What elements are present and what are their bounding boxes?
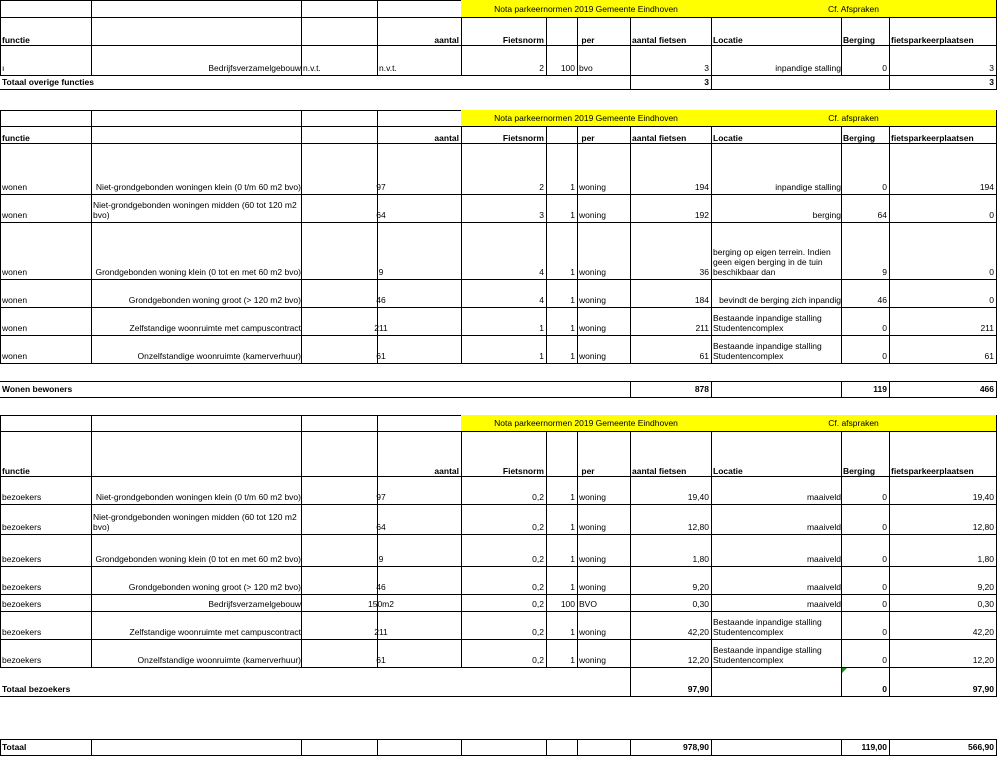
per-unit-cell[interactable]: woning — [579, 210, 606, 220]
aantal-cell[interactable]: 61 — [376, 351, 386, 361]
locatie-cell[interactable]: maaiveld — [806, 522, 841, 532]
col-locatie[interactable]: Locatie — [713, 466, 743, 476]
functie-cell[interactable]: bezoekers — [2, 599, 42, 609]
omschrijving-cell[interactable]: Grondgebonden woning groot (> 120 m2 bvo) — [128, 582, 301, 592]
functie-cell[interactable]: wonen — [2, 182, 28, 192]
grand-total-label[interactable]: Totaal — [2, 742, 27, 752]
aantal-fietsen-cell[interactable]: 9,20 — [692, 582, 709, 592]
total-overige-fietsen[interactable]: 3 — [704, 77, 709, 87]
fietsnorm-cell[interactable]: 0,2 — [532, 522, 544, 532]
fietsparkeerplaatsen-cell[interactable]: 19,40 — [972, 492, 994, 502]
col-berging[interactable]: Berging — [843, 466, 876, 476]
per-n-cell[interactable]: 1 — [570, 182, 575, 192]
aantal-cell[interactable]: n.v.t. — [303, 63, 321, 73]
total-wonen-plaatsen[interactable]: 466 — [979, 384, 994, 394]
per-n-cell[interactable]: 1 — [570, 655, 575, 665]
functie-cell[interactable]: bezoekers — [2, 522, 42, 532]
aantal-fietsen-cell[interactable]: 61 — [699, 351, 709, 361]
omschrijving-cell[interactable]: Niet-grondgebonden woningen midden (60 tot 120 m2 bvo) — [93, 512, 297, 532]
total-overige-plaatsen[interactable]: 3 — [989, 77, 994, 87]
per-n-cell[interactable]: 100 — [560, 63, 575, 73]
omschrijving-cell[interactable]: Zelfstandige woonruimte met campuscontract — [129, 627, 301, 637]
grid-line — [0, 755, 997, 756]
grid-line — [711, 667, 712, 696]
grid-line — [577, 739, 578, 755]
fietsparkeerplaatsen-cell[interactable]: 1,80 — [977, 554, 994, 564]
col-fietsparkeerplaatsen[interactable]: fietsparkeerplaatsen — [891, 133, 974, 143]
col-fietsnorm[interactable]: Fietsnorm — [502, 466, 544, 476]
per-n-cell[interactable]: 1 — [570, 267, 575, 277]
grid-line — [711, 381, 712, 397]
fietsparkeerplaatsen-cell[interactable]: 0,30 — [977, 599, 994, 609]
berging-cell[interactable]: 0 — [882, 582, 887, 592]
functie-cell[interactable]: ı — [2, 63, 5, 73]
functie-cell[interactable]: wonen — [2, 295, 28, 305]
col-per[interactable]: per — [581, 35, 595, 45]
fietsnorm-cell[interactable]: 3 — [539, 210, 544, 220]
per-unit-cell[interactable]: woning — [579, 655, 606, 665]
berging-cell[interactable]: 0 — [882, 655, 887, 665]
fietsparkeerplaatsen-cell[interactable]: 194 — [979, 182, 994, 192]
per-n-cell[interactable]: 1 — [570, 522, 575, 532]
omschrijving-cell[interactable]: Niet-grondgebonden woningen klein (0 t/m 60 m2 bvo) — [95, 492, 301, 502]
total-bezoekers-berging[interactable]: 0 — [882, 684, 887, 694]
fietsnorm-cell[interactable]: 2 — [539, 63, 544, 73]
omschrijving-cell[interactable]: Onzelfstandige woonruimte (kamerverhuur) — [137, 351, 301, 361]
locatie-cell[interactable]: Bestaande inpandige stalling Studentencomplex — [713, 645, 822, 665]
fietsnorm-cell[interactable]: 0,2 — [532, 627, 544, 637]
cf-header[interactable]: Cf. afspraken — [828, 113, 879, 123]
per-unit-cell[interactable]: woning — [579, 351, 606, 361]
aantal-cell[interactable]: n.v.t. — [379, 63, 397, 73]
total-bezoekers-label[interactable]: Totaal bezoekers — [2, 684, 71, 694]
nota-header[interactable]: Nota parkeernormen 2019 Gemeente Eindhoven — [494, 113, 678, 123]
berging-cell[interactable]: 0 — [882, 351, 887, 361]
aantal-cell[interactable]: 211 — [374, 627, 388, 637]
per-unit-cell[interactable]: BVO — [579, 599, 597, 609]
per-n-cell[interactable]: 1 — [570, 627, 575, 637]
locatie-cell[interactable]: bevindt de berging zich inpandig — [719, 295, 841, 305]
berging-cell[interactable]: 64 — [877, 210, 887, 220]
fietsparkeerplaatsen-cell[interactable]: 61 — [984, 351, 994, 361]
per-n-cell[interactable]: 1 — [570, 554, 575, 564]
per-unit-cell[interactable]: woning — [579, 522, 606, 532]
per-n-cell[interactable]: 1 — [570, 492, 575, 502]
omschrijving-cell[interactable]: Onzelfstandige woonruimte (kamerverhuur) — [137, 655, 301, 665]
berging-cell[interactable]: 0 — [882, 522, 887, 532]
cf-header[interactable]: Cf. afspraken — [828, 418, 879, 428]
berging-cell[interactable]: 9 — [882, 267, 887, 277]
fietsnorm-cell[interactable]: 0,2 — [532, 492, 544, 502]
aantal-cell[interactable]: 64 — [376, 522, 386, 532]
functie-cell[interactable]: wonen — [2, 351, 28, 361]
fietsparkeerplaatsen-cell[interactable]: 12,80 — [972, 522, 994, 532]
aantal-cell[interactable]: 46 — [376, 295, 386, 305]
locatie-cell[interactable]: Bestaande inpandige stalling Studentencomplex — [713, 617, 822, 637]
omschrijving-cell[interactable]: Niet-grondgebonden woningen klein (0 t/m 60 m2 bvo) — [95, 182, 301, 192]
locatie-cell[interactable]: Bestaande inpandige stalling Studentencomplex — [713, 341, 822, 361]
grid-line — [377, 739, 378, 755]
col-aantal[interactable]: aantal — [434, 133, 459, 143]
per-unit-cell[interactable]: woning — [579, 582, 606, 592]
fietsnorm-cell[interactable]: 1 — [539, 323, 544, 333]
grid-line — [91, 739, 92, 755]
aantal-fietsen-cell[interactable]: 192 — [694, 210, 709, 220]
per-unit-cell[interactable]: bvo — [579, 63, 593, 73]
aantal-fietsen-cell[interactable]: 194 — [694, 182, 709, 192]
total-wonen-label[interactable]: Wonen bewoners — [2, 384, 73, 394]
functie-cell[interactable]: bezoekers — [2, 582, 42, 592]
col-functie[interactable]: functie — [2, 133, 30, 143]
col-fietsnorm[interactable]: Fietsnorm — [502, 133, 544, 143]
col-per[interactable]: per — [581, 466, 595, 476]
col-aantal[interactable]: aantal — [434, 35, 459, 45]
locatie-cell[interactable]: maaiveld — [806, 492, 841, 502]
per-n-cell[interactable]: 1 — [570, 295, 575, 305]
fietsnorm-cell[interactable]: 1 — [539, 351, 544, 361]
per-n-cell[interactable]: 1 — [570, 210, 575, 220]
col-aantal[interactable]: aantal — [434, 466, 459, 476]
aantal-cell[interactable]: 97 — [376, 182, 386, 192]
aantal-fietsen-cell[interactable]: 3 — [704, 63, 709, 73]
berging-cell[interactable]: 0 — [882, 554, 887, 564]
aantal-fietsen-cell[interactable]: 211 — [695, 323, 709, 333]
aantal-cell[interactable]: 9 — [378, 554, 384, 564]
col-locatie[interactable]: Locatie — [713, 133, 743, 143]
fietsparkeerplaatsen-cell[interactable]: 42,20 — [972, 627, 994, 637]
grid-line — [0, 363, 997, 364]
functie-cell[interactable]: wonen — [2, 267, 28, 277]
aantal-fietsen-cell[interactable]: 1,80 — [692, 554, 709, 564]
locatie-cell[interactable]: maaiveld — [806, 582, 841, 592]
aantal-fietsen-cell[interactable]: 19,40 — [687, 492, 709, 502]
total-bezoekers-fietsen[interactable]: 97,90 — [687, 684, 709, 694]
fietsparkeerplaatsen-cell[interactable]: 0 — [989, 267, 994, 277]
col-berging[interactable]: Berging — [843, 133, 876, 143]
berging-cell[interactable]: 0 — [882, 323, 887, 333]
functie-cell[interactable]: bezoekers — [2, 492, 42, 502]
col-aantal-fietsen[interactable]: aantal fietsen — [632, 35, 687, 45]
col-berging[interactable]: Berging — [843, 35, 876, 45]
aantal-cell[interactable]: 46 — [376, 582, 386, 592]
col-fietsparkeerplaatsen[interactable]: fietsparkeerplaatsen — [891, 466, 974, 476]
aantal-fietsen-cell[interactable]: 36 — [699, 267, 709, 277]
aantal-cell[interactable]: 211 — [374, 323, 388, 333]
per-n-cell[interactable]: 1 — [570, 582, 575, 592]
col-functie[interactable]: functie — [2, 35, 30, 45]
grid-line — [0, 397, 997, 398]
locatie-cell[interactable]: inpandige stalling — [775, 63, 841, 73]
fietsparkeerplaatsen-cell[interactable]: 9,20 — [977, 582, 994, 592]
grand-total-berging[interactable]: 119,00 — [861, 742, 887, 752]
omschrijving-cell[interactable]: Niet-grondgebonden woningen midden (60 tot 120 m2 bvo) — [93, 200, 297, 220]
fietsparkeerplaatsen-cell[interactable]: 0 — [989, 210, 994, 220]
fietsnorm-cell[interactable]: 0,2 — [532, 554, 544, 564]
berging-cell[interactable]: 0 — [882, 599, 887, 609]
grand-total-fietsen[interactable]: 978,90 — [683, 742, 709, 752]
functie-cell[interactable]: bezoekers — [2, 554, 42, 564]
col-per[interactable]: per — [581, 133, 595, 143]
total-overige-label[interactable]: Totaal overige functies — [2, 77, 94, 87]
aantal-cell[interactable]: 64 — [376, 210, 386, 220]
functie-cell[interactable]: wonen — [2, 210, 28, 220]
fietsnorm-cell[interactable]: 0,2 — [532, 599, 544, 609]
nota-header[interactable]: Nota parkeernormen 2019 Gemeente Eindhoven — [494, 418, 678, 428]
aantal-cell[interactable]: 9 — [378, 267, 384, 277]
functie-cell[interactable]: bezoekers — [2, 655, 42, 665]
total-wonen-berging[interactable]: 119 — [873, 384, 887, 394]
locatie-cell[interactable]: inpandige stalling — [775, 182, 841, 192]
col-aantal-fietsen[interactable]: aantal fietsen — [632, 133, 687, 143]
per-unit-cell[interactable]: woning — [579, 267, 606, 277]
col-fietsnorm[interactable]: Fietsnorm — [502, 35, 544, 45]
aantal-fietsen-cell[interactable]: 12,80 — [687, 522, 709, 532]
functie-cell[interactable]: wonen — [2, 323, 28, 333]
col-functie[interactable]: functie — [2, 466, 30, 476]
aantal-cell[interactable]: 61 — [376, 655, 386, 665]
fietsnorm-cell[interactable]: 0,2 — [532, 582, 544, 592]
cf-header[interactable]: Cf. Afspraken — [827, 3, 880, 14]
berging-cell[interactable]: 46 — [877, 295, 887, 305]
omschrijving-cell[interactable]: Bedrijfsverzamelgebouw — [208, 599, 301, 609]
locatie-cell[interactable]: berging op eigen terrein. Indien geen eigen berging in de tuin beschikbaar dan — [713, 247, 831, 277]
per-n-cell[interactable]: 100 — [560, 599, 575, 609]
berging-cell[interactable]: 0 — [882, 492, 887, 502]
functie-cell[interactable]: bezoekers — [2, 627, 42, 637]
per-n-cell[interactable]: 1 — [570, 351, 575, 361]
fietsparkeerplaatsen-cell[interactable]: 0 — [989, 295, 994, 305]
aantal-fietsen-cell[interactable]: 184 — [694, 295, 709, 305]
total-wonen-fietsen[interactable]: 878 — [694, 384, 709, 394]
omschrijving-cell[interactable]: Grondgebonden woning klein (0 tot en met 60 m2 bvo) — [95, 554, 301, 564]
aantal-cell[interactable]: 97 — [376, 492, 386, 502]
per-unit-cell[interactable]: woning — [579, 323, 606, 333]
grid-line — [301, 739, 302, 755]
berging-cell[interactable]: 0 — [882, 182, 887, 192]
berging-cell[interactable]: 0 — [882, 63, 887, 73]
aantal-fietsen-cell[interactable]: 42,20 — [687, 627, 709, 637]
berging-cell[interactable]: 0 — [882, 627, 887, 637]
per-unit-cell[interactable]: woning — [579, 492, 606, 502]
grid-line — [461, 739, 462, 755]
fietsparkeerplaatsen-cell[interactable]: 3 — [989, 63, 994, 73]
per-unit-cell[interactable]: woning — [579, 627, 606, 637]
nota-header[interactable]: Nota parkeernormen 2019 Gemeente Eindhoven — [494, 3, 678, 14]
per-unit-cell[interactable]: woning — [579, 554, 606, 564]
aantal-fietsen-cell[interactable]: 0,30 — [692, 599, 709, 609]
aantal-fietsen-cell[interactable]: 12,20 — [687, 655, 709, 665]
grid-line — [711, 739, 712, 755]
fietsnorm-cell[interactable]: 0,2 — [532, 655, 544, 665]
per-n-cell[interactable]: 1 — [570, 323, 575, 333]
locatie-cell[interactable]: berging — [812, 210, 841, 220]
comment-marker-icon — [842, 668, 847, 673]
omschrijving-cell[interactable]: Bedrijfsverzamelgebouw — [208, 63, 301, 73]
per-unit-cell[interactable]: woning — [579, 295, 606, 305]
grid-line — [546, 739, 547, 755]
fietsparkeerplaatsen-cell[interactable]: 12,20 — [972, 655, 994, 665]
grid-line — [711, 75, 712, 89]
locatie-cell[interactable]: Bestaande inpandige stalling Studentencomplex — [713, 313, 822, 333]
aantal-cell[interactable]: 150m2 — [368, 599, 394, 609]
col-locatie[interactable]: Locatie — [713, 35, 743, 45]
grand-total-plaatsen[interactable]: 566,90 — [968, 742, 994, 752]
col-fietsparkeerplaatsen[interactable]: fietsparkeerplaatsen — [891, 35, 974, 45]
omschrijving-cell[interactable]: Grondgebonden woning klein (0 tot en met 60 m2 bvo) — [95, 267, 301, 277]
fietsnorm-cell[interactable]: 4 — [539, 267, 544, 277]
per-unit-cell[interactable]: woning — [579, 182, 606, 192]
fietsnorm-cell[interactable]: 4 — [539, 295, 544, 305]
grid-line — [0, 696, 997, 697]
locatie-cell[interactable]: maaiveld — [806, 599, 841, 609]
grid-line — [0, 89, 997, 90]
col-aantal-fietsen[interactable]: aantal fietsen — [632, 466, 687, 476]
omschrijving-cell[interactable]: Zelfstandige woonruimte met campuscontract — [129, 323, 301, 333]
total-bezoekers-plaatsen[interactable]: 97,90 — [972, 684, 994, 694]
omschrijving-cell[interactable]: Grondgebonden woning groot (> 120 m2 bvo) — [128, 295, 301, 305]
locatie-cell[interactable]: maaiveld — [806, 554, 841, 564]
fietsparkeerplaatsen-cell[interactable]: 211 — [980, 323, 994, 333]
fietsnorm-cell[interactable]: 2 — [539, 182, 544, 192]
